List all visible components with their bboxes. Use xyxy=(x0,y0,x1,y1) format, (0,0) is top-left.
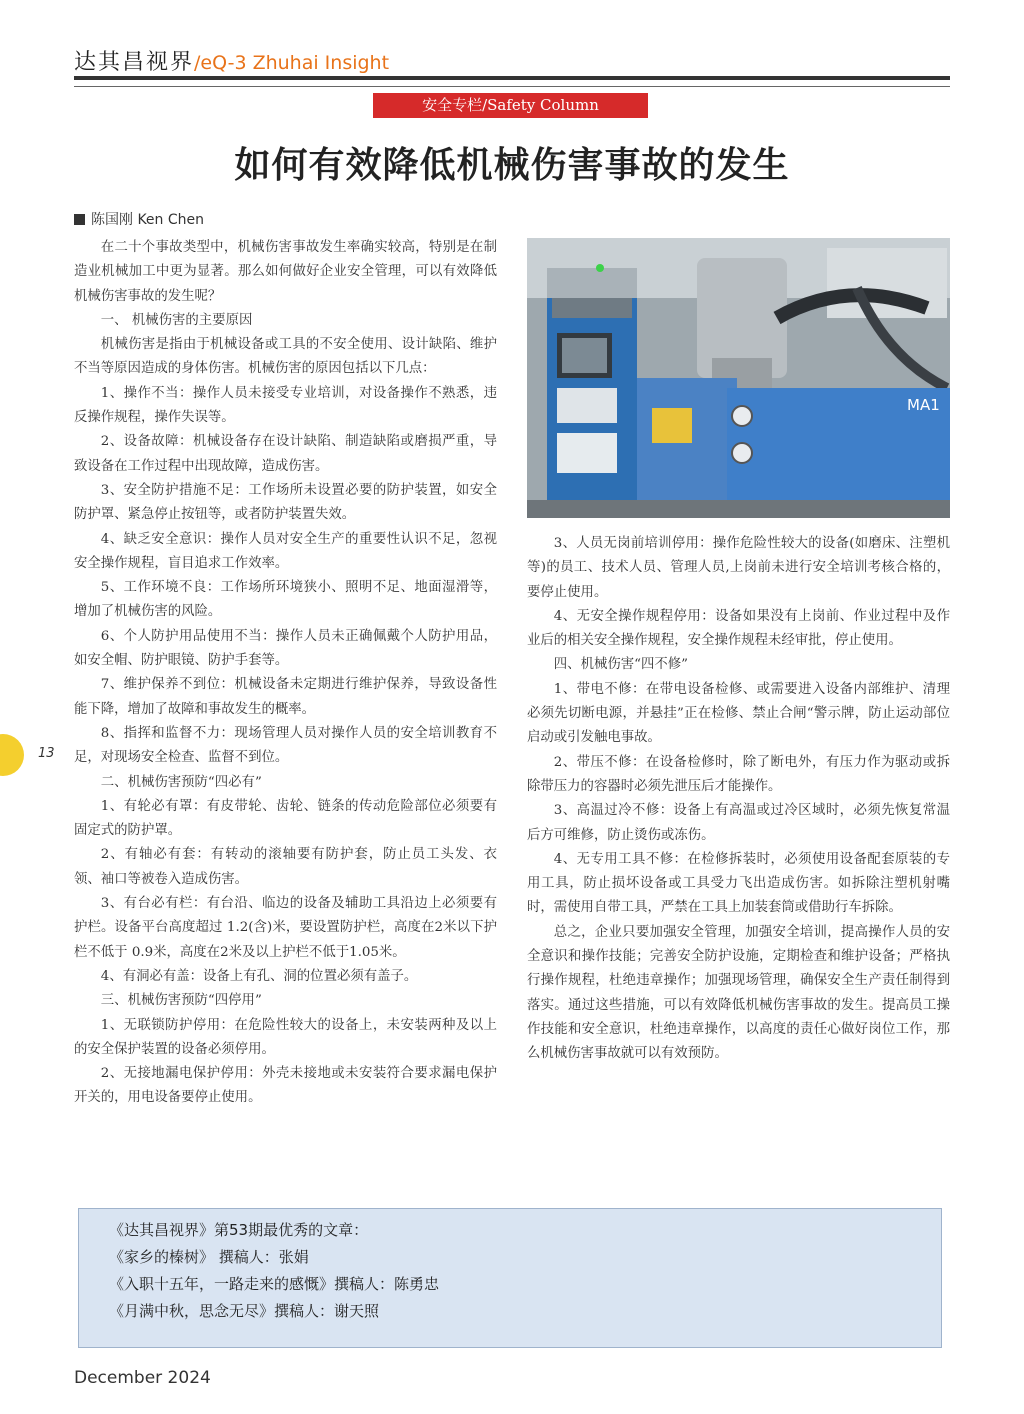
section-heading: 三、机械伤害预防“四停用” xyxy=(100,993,262,1009)
right-column xyxy=(527,532,950,1067)
award-item: 《入职十五年，一路走来的感慨》撰稿人：陈勇忠 xyxy=(109,1275,440,1293)
awards-box xyxy=(78,1208,942,1348)
paragraph: 6、个人防护用品使用不当：操作人员未正确佩戴个人防护用品，如安全帽、防护眼镜、防护手套等。 xyxy=(74,628,497,669)
awards-heading: 《达其昌视界》第53期最优秀的文章： xyxy=(109,1221,369,1239)
paragraph: 3、安全防护措施不足：工作场所未设置必要的防护装置，如安全防护罩、紧急停止按钮等，或者防护装置失效。 xyxy=(74,482,497,523)
paragraph: 2、有轴必有套：有转动的滚轴要有防护套，防止员工头发、衣领、袖口等被卷入造成伤害。 xyxy=(74,847,497,887)
header-rule-thick xyxy=(74,76,950,80)
paragraph: 8、指挥和监督不力：现场管理人员对操作人员的安全培训教育不足，对现场安全检查、监督不到位。 xyxy=(74,725,497,766)
paragraph: 2、带压不修：在设备检修时，除了断电外，有压力作为驱动或拆除带压力的容器时必须先泄压后才能操作。 xyxy=(527,754,950,794)
paragraph: 1、操作不当：操作人员未接受专业培训，对设备操作不熟悉，违反操作规程，操作失误等。 xyxy=(74,385,497,426)
footer-date: December 2024 xyxy=(74,1368,211,1388)
paragraph: 2、无接地漏电保护停用：外壳未接地或未安装符合要求漏电保护开关的，用电设备要停止使用。 xyxy=(74,1066,497,1106)
section-heading: 一、 机械伤害的主要原因 xyxy=(100,312,253,328)
masthead-en: /eQ-3 Zhuhai Insight xyxy=(194,52,390,74)
author-name: 陈国刚 Ken Chen xyxy=(91,212,205,228)
award-item: 《家乡的榛树》 撰稿人：张娟 xyxy=(109,1248,309,1266)
section-heading: 二、机械伤害预防“四必有” xyxy=(100,774,262,790)
machine-model-label: MA1 xyxy=(907,396,940,414)
paragraph: 在二十个事故类型中，机械伤害事故发生率确实较高，特别是在制造业机械加工中更为显著。那么如何做好企业安全管理，可以有效降低机械伤害事故的发生呢？ xyxy=(74,240,497,304)
machine-photo-illustration xyxy=(527,238,950,518)
section-heading: 四、机械伤害“四不修” xyxy=(553,657,689,673)
paragraph: 5、工作环境不良：工作场所环境狭小、照明不足、地面湿滑等，增加了机械伤害的风险。 xyxy=(74,580,497,620)
paragraph: 总之，企业只要加强安全管理，加强安全培训，提高操作人员的安全意识和操作技能；完善安全防护设施，定期检查和维护设备；严格执行操作规程，杜绝违章操作；加强现场管理，确保安全生产责任制得到落实。通过这些措施，可以有效降低机械伤害事故的发生。提高员工操作技能和安全意识，杜绝违章操作，以高度的责任心做好岗位工作，那么机械伤害事故就可以有效预防。 xyxy=(527,924,950,1062)
page-tab-marker xyxy=(0,734,24,776)
paragraph: 7、维护保养不到位：机械设备未定期进行维护保养，导致设备性能下降，增加了故障和事故发生的概率。 xyxy=(74,677,497,717)
masthead-cn: 达其昌视界 xyxy=(74,50,195,75)
paragraph: 4、有洞必有盖：设备上有孔、洞的位置必须有盖子。 xyxy=(100,968,418,984)
paragraph: 4、无安全操作规程停用：设备如果没有上岗前、作业过程中及作业后的相关安全操作规程，安全操作规程未经审批，停止使用。 xyxy=(527,608,950,649)
page-number: 13 xyxy=(38,746,55,761)
paragraph: 4、无专用工具不修：在检修拆装时，必须使用设备配套原装的专用工具，防止损坏设备或工具受力飞出造成伤害。如拆除注塑机射嘴时，需使用自带工具，严禁在工具上加装套筒或借助行车拆除。 xyxy=(527,851,950,916)
paragraph: 3、人员无岗前培训停用：操作危险性较大的设备(如磨床、注塑机等)的员工、技术人员、管理人员,上岗前未进行安全培训考核合格的，要停止使用。 xyxy=(527,536,950,600)
award-item: 《月满中秋，思念无尽》撰稿人：谢天照 xyxy=(109,1302,380,1320)
paragraph: 1、带电不修：在带电设备检修、或需要进入设备内部维护、清理必须先切断电源，并悬挂”正在检修、禁止合闸“警示牌，防止运动部位启动或引发触电事故。 xyxy=(527,681,950,746)
paragraph: 3、高温过冷不修：设备上有高温或过冷区域时，必须先恢复常温后方可维修，防止烫伤或冻伤。 xyxy=(527,803,950,843)
paragraph: 机械伤害是指由于机械设备或工具的不安全使用、设计缺陷、维护不当等原因造成的身体伤害。机械伤害的原因包括以下几点： xyxy=(74,337,497,377)
square-bullet-icon xyxy=(74,214,85,225)
column-banner: 安全专栏/Safety Column xyxy=(373,93,648,118)
paragraph: 2、设备故障：机械设备存在设计缺陷、制造缺陷或磨损严重，导致设备在工作过程中出现故障，造成伤害。 xyxy=(74,434,497,474)
paragraph: 1、无联锁防护停用：在危险性较大的设备上，未安装两种及以上的安全保护装置的设备必须停用。 xyxy=(74,1017,497,1057)
article-title: 如何有效降低机械伤害事故的发生 xyxy=(234,144,790,186)
masthead xyxy=(74,48,389,78)
left-column xyxy=(74,236,497,1111)
paragraph: 1、有轮必有罩：有皮带轮、齿轮、链条的传动危险部位必须要有固定式的防护罩。 xyxy=(74,798,497,839)
byline xyxy=(74,210,204,230)
header-rule-thin xyxy=(74,86,950,87)
machine-photo xyxy=(527,238,950,518)
paragraph: 4、缺乏安全意识：操作人员对安全生产的重要性认识不足，忽视安全操作规程，盲目追求工作效率。 xyxy=(74,531,497,571)
paragraph: 3、有台必有栏：有台沿、临边的设备及辅助工具沿边上必须要有护栏。设备平台高度超过 1.2(含)米，要设置防护栏，高度在2米以下护栏不低于 0.9米，高度在2米及以上护栏不低于1.05米。 xyxy=(74,896,497,960)
